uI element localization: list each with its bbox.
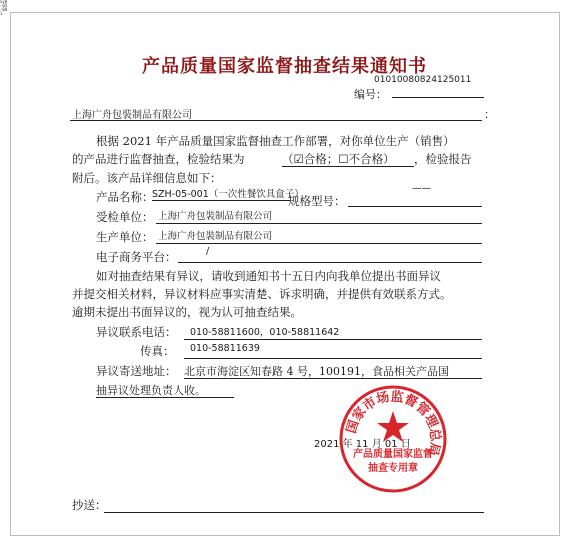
model-label: 规格型号： bbox=[288, 194, 346, 208]
inspected-unit-underline bbox=[156, 223, 482, 224]
producer-value: 上海广舟包裝制品有限公司 bbox=[158, 231, 273, 242]
phone-value: 010-58811600，010-58811642 bbox=[190, 327, 340, 338]
phone-underline bbox=[184, 339, 482, 340]
ecommerce-underline bbox=[178, 262, 482, 263]
producer-label: 生产单位： bbox=[96, 230, 154, 244]
model-underline bbox=[348, 206, 482, 207]
product-name-label: 产品名称： bbox=[96, 190, 154, 204]
fax-value: 010-58811639 bbox=[190, 343, 260, 354]
body-line-1: 根据 2021 年产品质量国家监督抽查工作部署，对你单位生产（销售） bbox=[96, 134, 455, 148]
cc-label: 抄送： bbox=[72, 498, 107, 512]
seal-center-line-2: 抽查专用章 bbox=[368, 463, 418, 474]
company-underline bbox=[70, 120, 482, 121]
body-line-2-pre: 的产品进行监督抽查，检验结果为 bbox=[72, 152, 245, 166]
issue-date: 2021 年 11 月 01 日 bbox=[314, 439, 411, 450]
address-value-2: 抽异议处理负责人收。 bbox=[96, 384, 206, 397]
company-addressee: 上海广舟包裝制品有限公司 bbox=[72, 110, 192, 121]
objection-line-3: 逾期未提出书面异议的，视为认可抽查结果。 bbox=[72, 305, 302, 319]
product-name-underline bbox=[152, 200, 290, 201]
product-name-value: SZH-05-001（一次性餐饮具盒子） bbox=[152, 189, 304, 200]
ecommerce-label: 电子商务平台： bbox=[96, 250, 177, 264]
phone-label: 异议联系电话： bbox=[96, 325, 177, 339]
company-colon: ： bbox=[484, 108, 495, 121]
document-title: 产品质量国家监督抽查结果通知书 bbox=[142, 56, 427, 77]
address-underline-1 bbox=[184, 378, 482, 379]
result-options: （☑合格；☐不合格） bbox=[282, 152, 395, 166]
inspected-unit-label: 受检单位： bbox=[96, 210, 154, 224]
number-label: 编号： bbox=[354, 88, 387, 101]
seal-center-line-1: 产品质量国家监督 bbox=[353, 449, 433, 460]
official-seal bbox=[337, 383, 449, 495]
side-mark: SZH-05-001 bbox=[0, 0, 8, 16]
objection-line-1: 如对抽查结果有异议，请收到通知书十五日内向我单位提出书面异议 bbox=[96, 269, 441, 283]
producer-underline bbox=[156, 243, 482, 244]
fax-label: 传真： bbox=[140, 344, 175, 358]
body-line-2-post: ，检验报告 bbox=[414, 152, 472, 166]
address-underline-2 bbox=[96, 397, 234, 398]
result-underline bbox=[282, 166, 414, 167]
fax-underline bbox=[184, 358, 482, 359]
address-label: 异议寄送地址： bbox=[96, 364, 177, 378]
model-value: —— bbox=[412, 183, 431, 194]
serial-number: 01010080824125011 bbox=[374, 75, 472, 85]
star-icon bbox=[377, 411, 409, 442]
address-value-1: 北京市海淀区知春路 4 号，100191，食品相关产品国 bbox=[184, 365, 449, 378]
number-underline bbox=[392, 97, 484, 98]
seal-ring-text: 国家市场监督管理总局 bbox=[344, 389, 443, 458]
body-line-3: 附后。该产品详细信息如下： bbox=[72, 171, 222, 185]
cc-underline bbox=[104, 512, 484, 513]
objection-line-2: 并提交相关材料，异议材料应事实清楚、诉求明确，并提供有效联系方式。 bbox=[72, 287, 452, 301]
inspected-unit-value: 上海广舟包裝制品有限公司 bbox=[158, 211, 273, 222]
ecommerce-value: / bbox=[206, 246, 210, 257]
